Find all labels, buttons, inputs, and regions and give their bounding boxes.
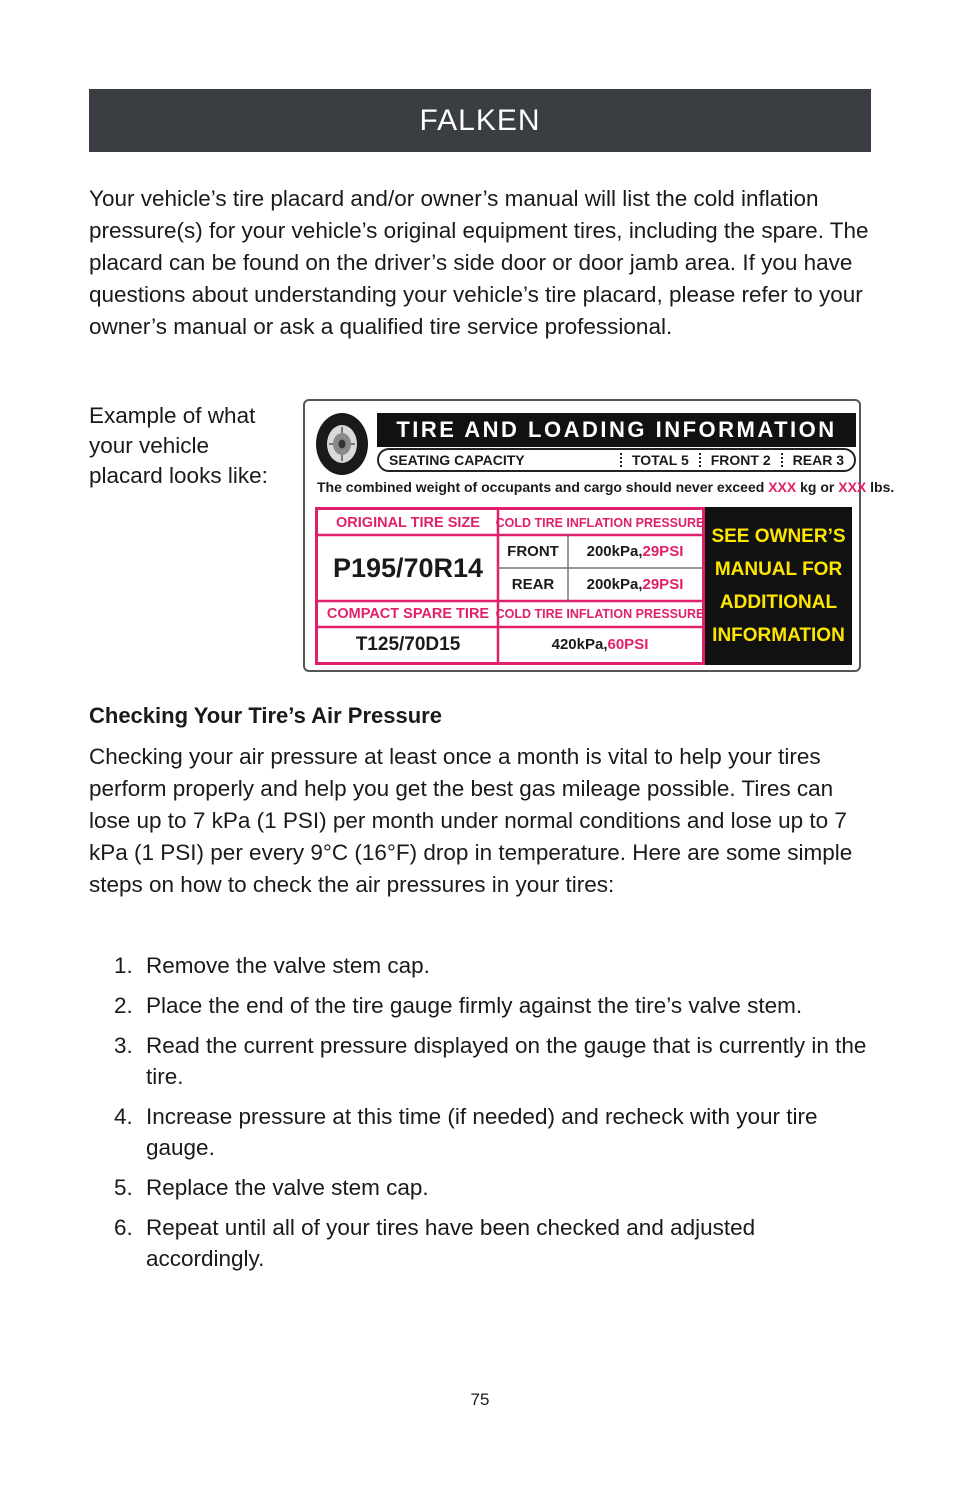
seating-capacity-bar (377, 448, 856, 472)
step-text: Repeat until all of your tires have been checked and adjusted accordingly. (146, 1215, 756, 1271)
warning-text: kg or (796, 479, 839, 495)
list-item (89, 950, 874, 981)
tire-placard (303, 399, 895, 672)
list-item (89, 1101, 874, 1163)
tire-pressure-table (315, 507, 705, 665)
step-text: Replace the valve stem cap. (146, 1175, 429, 1200)
list-item (89, 1172, 874, 1203)
step-text: Place the end of the tire gauge firmly against the tire’s valve stem. (146, 993, 803, 1018)
see-owner-line: SEE OWNER’S (711, 526, 846, 547)
placard-title: TIRE AND LOADING INFORMATION (377, 413, 856, 447)
warning-lbs-value: XXX (838, 479, 867, 495)
step-number: 2. (114, 993, 133, 1018)
front-psi: 29PSI (642, 543, 684, 560)
spare-psi: 60PSI (607, 636, 649, 653)
see-owner-line: MANUAL FOR (714, 559, 843, 580)
step-number: 5. (114, 1175, 133, 1200)
page-number: 75 (470, 1390, 490, 1409)
list-item (89, 1030, 874, 1092)
see-owners-manual-box (705, 507, 852, 665)
seating-front: FRONT 2 (710, 452, 771, 468)
front-label: FRONT (507, 543, 559, 560)
list-item (89, 990, 874, 1021)
seating-capacity-label: SEATING CAPACITY (389, 452, 525, 468)
step-number: 4. (114, 1104, 133, 1129)
step-number: 6. (114, 1215, 133, 1240)
section-heading: Checking Your Tire’s Air Pressure (89, 703, 442, 728)
rear-kpa: 200kPa, (586, 576, 643, 593)
front-kpa: 200kPa, (586, 543, 643, 560)
header-title: FALKEN (419, 103, 541, 137)
warning-text: The combined weight of occupants and cargo should never exceed (317, 479, 769, 495)
step-text: Increase pressure at this time (if needed) and recheck with your tire gauge. (146, 1104, 818, 1160)
rear-label: REAR (511, 576, 555, 593)
cold-pressure-label: COLD TIRE INFLATION PRESSURE (495, 515, 705, 530)
steps-list (89, 950, 874, 1283)
example-label: Example of what your vehicle placard looks like: (89, 403, 268, 488)
original-tire-size: P195/70R14 (332, 552, 484, 583)
warning-text: lbs. (866, 479, 895, 495)
rear-pressure (568, 568, 702, 601)
warning-kg-value: XXX (768, 479, 797, 495)
original-tire-size-label: ORIGINAL TIRE SIZE (336, 514, 480, 531)
cold-pressure-label-spare: COLD TIRE INFLATION PRESSURE (495, 607, 705, 621)
intro-paragraph: Your vehicle’s tire placard and/or owner’s manual will list the cold inflation pressure(s) for your vehicle’s original equipment tires, including the spare. The placard can be found on the driver’s side door or door jamb area. If you have questions about understanding your vehicle’s tire placard, please refer to your owner’s manual or ask a qualified tire service professional. (89, 186, 869, 339)
see-owner-line: ADDITIONAL (719, 592, 838, 613)
seating-rear: REAR 3 (792, 452, 844, 468)
list-item (89, 1212, 874, 1274)
see-owner-line: INFORMATION (712, 625, 845, 646)
spare-pressure (498, 627, 702, 662)
step-text: Read the current pressure displayed on the gauge that is currently in the tire. (146, 1033, 867, 1089)
rear-psi: 29PSI (642, 576, 684, 593)
seating-total: TOTAL 5 (631, 452, 689, 468)
weight-warning (317, 479, 895, 495)
body-paragraph: Checking your air pressure at least once a month is vital to help your tires perform properly and help you get the best gas mileage possible. Tires can lose up to 7 kPa (1 PSI) per month under normal conditions and lose up to 7 kPa (1 PSI) per every 9°C (16°F) drop in temperature. Here are some simple steps on how to check the air pressures in your tires: (89, 744, 853, 897)
tire-icon (314, 411, 370, 477)
step-text: Remove the valve stem cap. (146, 953, 430, 978)
step-number: 3. (114, 1033, 133, 1058)
page-header (89, 89, 871, 152)
step-number: 1. (114, 953, 133, 978)
spare-kpa: 420kPa, (551, 636, 608, 653)
compact-spare-label: COMPACT SPARE TIRE (326, 606, 490, 622)
front-pressure (568, 535, 702, 568)
spare-tire-size: T125/70D15 (355, 633, 461, 655)
